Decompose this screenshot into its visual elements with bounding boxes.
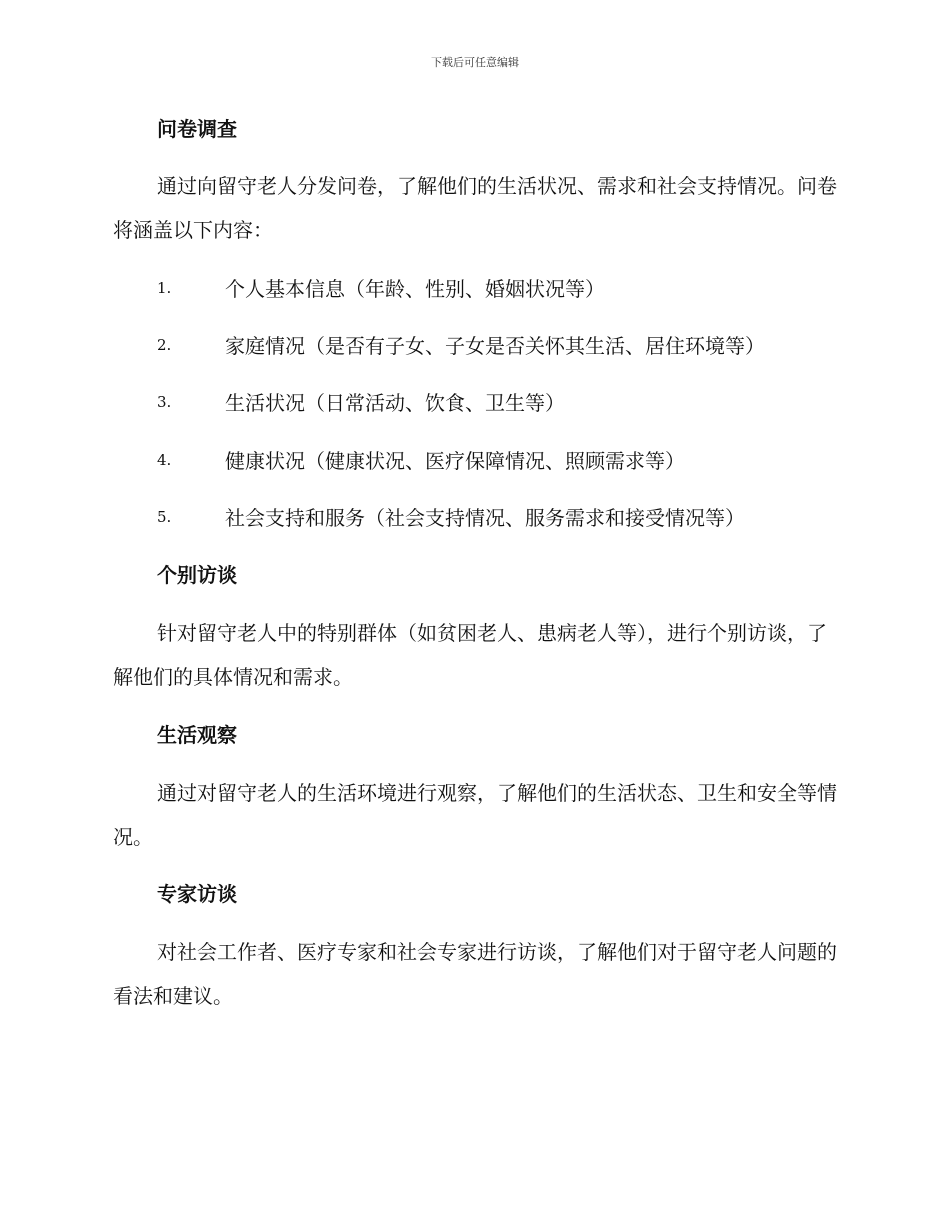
list-item-text: 生活状况（日常活动、饮食、卫生等）	[225, 391, 565, 415]
heading-interview: 个别访谈	[157, 563, 237, 587]
heading-questionnaire: 问卷调查	[157, 117, 237, 141]
list-item-text: 家庭情况（是否有子女、子女是否关怀其生活、居住环境等）	[225, 334, 765, 358]
paragraph-observation: 通过对留守老人的生活环境进行观察，了解他们的生活状态、卫生和安全等情况。	[113, 781, 837, 849]
list-item-number: 5.	[157, 508, 172, 526]
paragraph-expert: 对社会工作者、医疗专家和社会专家进行访谈，了解他们对于留守老人问题的看法和建议。	[113, 940, 837, 1008]
page-header: 下载后可任意编辑	[431, 56, 519, 69]
list-item-number: 1.	[157, 279, 172, 297]
list-item-text: 社会支持和服务（社会支持情况、服务需求和接受情况等）	[225, 506, 745, 530]
heading-expert: 专家访谈	[157, 882, 237, 906]
paragraph-questionnaire: 通过向留守老人分发问卷，了解他们的生活状况、需求和社会支持情况。问卷将涵盖以下内容：	[113, 174, 837, 242]
list-item-number: 3.	[157, 393, 172, 411]
list-item-text: 健康状况（健康状况、医疗保障情况、照顾需求等）	[225, 449, 685, 473]
list-item-number: 4.	[157, 451, 172, 469]
paragraph-interview: 针对留守老人中的特别群体（如贫困老人、患病老人等），进行个别访谈，了解他们的具体情况和需求。	[113, 621, 827, 689]
list-item-text: 个人基本信息（年龄、性别、婚姻状况等）	[225, 277, 605, 301]
list-item-number: 2.	[157, 336, 172, 354]
heading-observation: 生活观察	[157, 723, 237, 747]
